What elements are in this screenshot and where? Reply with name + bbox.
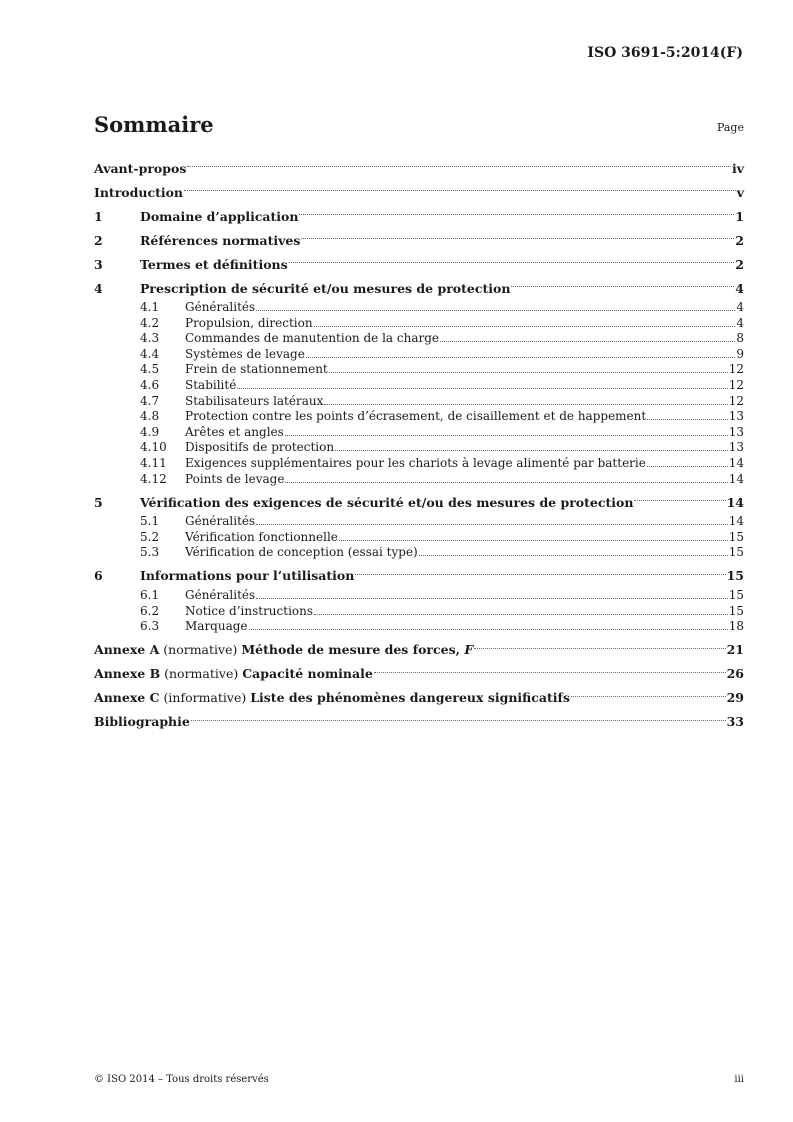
- toc-subentry-number: 4.9: [140, 424, 160, 439]
- toc-entry-page: 4: [735, 280, 744, 296]
- toc-subentry-title: Commandes de manutention de la charge: [185, 331, 439, 346]
- toc-subentry-number: 4.6: [140, 377, 160, 392]
- toc-subentry[interactable]: [94, 316, 744, 332]
- dot-leader: [355, 573, 725, 575]
- toc-entry-title: [94, 161, 186, 176]
- toc-entry[interactable]: [94, 252, 744, 276]
- toc-subentry[interactable]: [94, 588, 744, 604]
- toc-subentry-title: Systèmes de levage: [185, 346, 305, 361]
- toc-entry[interactable]: [94, 564, 744, 588]
- annex-label: Annexe A: [94, 642, 160, 658]
- toc-entry-page: 21: [726, 642, 744, 658]
- dot-leader: [314, 613, 728, 615]
- toc-subentry-page: 15: [728, 529, 744, 544]
- toc-entry[interactable]: [94, 710, 744, 734]
- toc-subentry-title: Stabilité: [185, 377, 237, 392]
- toc-entry-text: Vérification des exigences de sécurité et/ou des mesures de protection: [140, 494, 634, 510]
- toc-entry[interactable]: [94, 204, 744, 228]
- dot-leader: [374, 671, 726, 673]
- dot-leader: [440, 340, 735, 342]
- toc-entry-number: 6: [94, 568, 103, 584]
- toc-subentry-title: Généralités: [185, 300, 256, 314]
- toc-entry-title: [94, 690, 570, 705]
- toc-subentry[interactable]: [94, 300, 744, 316]
- toc-subentry-title: Généralités: [185, 514, 256, 529]
- toc-entry-text: Termes et définitions: [140, 256, 288, 272]
- toc-subentry-number: 5.1: [140, 514, 160, 529]
- toc-subentry[interactable]: [94, 409, 744, 425]
- dot-leader: [289, 261, 735, 263]
- toc-subentry-number: 4.2: [140, 315, 160, 330]
- toc-subentry[interactable]: [94, 440, 744, 456]
- dot-leader: [237, 387, 727, 389]
- toc-subentry[interactable]: [94, 604, 744, 620]
- dot-leader: [256, 309, 735, 311]
- toc-subentry[interactable]: [94, 456, 744, 472]
- toc-entry-page: iv: [731, 160, 744, 176]
- copyright-notice: © ISO 2014 – Tous droits réservés: [94, 1074, 269, 1085]
- dot-leader: [306, 356, 736, 358]
- toc-entry-page: v: [736, 184, 744, 200]
- dot-leader: [249, 628, 728, 630]
- dot-leader: [187, 165, 731, 167]
- dot-leader: [285, 434, 728, 436]
- toc-entry-text: Méthode de mesure des forces,: [241, 642, 465, 658]
- footer-page-number: iii: [734, 1074, 744, 1085]
- dot-leader: [256, 523, 728, 525]
- toc-subentry-number: 4.7: [140, 393, 160, 408]
- toc-entry-number: 4: [94, 280, 103, 296]
- dot-leader: [324, 403, 727, 405]
- toc-entry-number: 3: [94, 256, 103, 272]
- toc-subentry-title: Dispositifs de protection: [185, 440, 335, 455]
- toc-subentry-page: 13: [728, 440, 744, 455]
- toc-subentry-page: 14: [728, 514, 744, 529]
- toc-entry-text: Prescription de sécurité et/ou mesures de protection: [140, 280, 511, 296]
- toc-entry-title: [140, 209, 298, 224]
- dot-leader: [256, 597, 728, 599]
- annex-kind: (informative): [159, 690, 251, 706]
- dot-leader: [285, 481, 727, 483]
- toc-subentry-page: 12: [728, 362, 744, 377]
- toc-subentry-title: Points de levage: [185, 471, 285, 486]
- annex-kind: (normative): [160, 666, 243, 682]
- toc-subentry-number: 4.4: [140, 346, 160, 361]
- page-title: Sommaire: [94, 112, 214, 137]
- toc-subentry-page: 15: [728, 545, 744, 560]
- toc-subentry-page: 4: [736, 300, 744, 314]
- dot-leader: [474, 647, 725, 649]
- toc-entry[interactable]: [94, 156, 744, 180]
- annex-kind: (normative): [159, 642, 242, 658]
- toc-subentry[interactable]: [94, 514, 744, 530]
- toc-subentry-number: 6.2: [140, 603, 160, 618]
- dot-leader: [571, 695, 726, 697]
- toc-entry-title: [140, 568, 354, 583]
- toc-subentry-title: Exigences supplémentaires pour les chariots à levage alimenté par batterie: [185, 455, 646, 470]
- toc-subentry-title: Stabilisateurs latéraux: [185, 393, 324, 408]
- dot-leader: [339, 539, 728, 541]
- toc-subentry[interactable]: [94, 545, 744, 561]
- toc-subentry-title: Notice d’instructions: [185, 603, 314, 618]
- toc-subentry-number: 4.8: [140, 409, 160, 424]
- toc-subentry-number: 5.3: [140, 545, 160, 560]
- dot-leader: [647, 418, 728, 420]
- toc-entry-text: Liste des phénomènes dangereux significatifs: [250, 690, 570, 706]
- toc-entry-title: [140, 233, 300, 248]
- toc-entry-page: 33: [726, 714, 744, 730]
- toc-subentry[interactable]: [94, 530, 744, 546]
- toc-entry[interactable]: [94, 490, 744, 514]
- toc-subentry[interactable]: [94, 331, 744, 347]
- toc-entry-page: 2: [735, 256, 744, 272]
- dot-leader: [647, 465, 728, 467]
- toc-subentry-title: Protection contre les points d’écrasement, de cisaillement et de happement: [185, 409, 647, 424]
- toc-subentry-page: 12: [728, 393, 744, 408]
- toc-entry[interactable]: [94, 686, 744, 710]
- toc-subentry[interactable]: [94, 347, 744, 363]
- toc-subentry-page: 8: [736, 331, 744, 346]
- toc-entry-page: 1: [735, 208, 744, 224]
- toc-entry-symbol: F: [464, 642, 474, 658]
- document-id: ISO 3691-5:2014(F): [587, 45, 743, 61]
- toc-entry-text: Bibliographie: [94, 714, 190, 730]
- page-column-label: Page: [716, 121, 744, 134]
- toc-subentry-page: 12: [728, 377, 744, 392]
- toc-entry-title: [94, 185, 183, 200]
- toc-subentry-number: 4.12: [140, 471, 167, 486]
- toc-subentry-number: 4.3: [140, 331, 160, 346]
- toc-subentry-title: Frein de stationnement: [185, 362, 328, 377]
- toc-entry-number: 5: [94, 494, 103, 510]
- table-of-contents: [94, 156, 744, 734]
- toc-subentry-page: 18: [728, 619, 744, 634]
- toc-entry-page: 2: [735, 232, 744, 248]
- toc-subentry-number: 4.11: [140, 455, 167, 470]
- toc-subentry[interactable]: [94, 472, 744, 488]
- dot-leader: [314, 325, 736, 327]
- toc-subentry-number: 4.10: [140, 440, 167, 455]
- toc-subentry[interactable]: [94, 378, 744, 394]
- toc-subentry-title: Vérification de conception (essai type): [185, 545, 418, 560]
- toc-subentry-page: 13: [728, 424, 744, 439]
- dot-leader: [511, 285, 734, 287]
- toc-entry[interactable]: [94, 276, 744, 300]
- dot-leader: [634, 499, 725, 501]
- toc-subentry-page: 15: [728, 603, 744, 618]
- toc-subentry-page: 4: [736, 315, 744, 330]
- toc-entry-text: Introduction: [94, 184, 184, 200]
- toc-entry-text: Capacité nominale: [242, 666, 373, 682]
- annex-label: Annexe B: [94, 666, 161, 682]
- title-row: [94, 112, 744, 142]
- toc-subentry[interactable]: [94, 394, 744, 410]
- toc-subentry-title: Arêtes et angles: [185, 424, 284, 439]
- toc-subentry-number: 5.2: [140, 529, 160, 544]
- toc-subentry-page: 14: [728, 455, 744, 470]
- toc-subentry-title: Vérification fonctionnelle: [185, 529, 338, 544]
- dot-leader: [329, 371, 728, 373]
- toc-subentry-title: Propulsion, direction: [185, 315, 313, 330]
- toc-entry-text: Avant-propos: [94, 160, 187, 176]
- toc-entry-number: 2: [94, 232, 103, 248]
- toc-subentry-title: Marquage: [185, 619, 248, 634]
- toc-subentry-page: 9: [736, 346, 744, 361]
- toc-entry-number: 1: [94, 208, 103, 224]
- toc-entry-text: Références normatives: [140, 232, 301, 248]
- toc-entry-title: [140, 281, 510, 296]
- dot-leader: [184, 189, 736, 191]
- toc-entry-text: Domaine d’application: [140, 208, 299, 224]
- toc-subentry[interactable]: [94, 619, 744, 635]
- toc-entry[interactable]: [94, 638, 744, 662]
- dot-leader: [191, 719, 726, 721]
- toc-subentry[interactable]: [94, 362, 744, 378]
- dot-leader: [335, 449, 728, 451]
- toc-subentry-title: Généralités: [185, 587, 256, 602]
- toc-subentry-number: 6.1: [140, 587, 160, 602]
- toc-subentry-page: 14: [728, 471, 744, 486]
- toc-entry-title: [94, 714, 190, 729]
- dot-leader: [301, 237, 734, 239]
- dot-leader: [419, 554, 728, 556]
- toc-entry[interactable]: [94, 228, 744, 252]
- toc-subentry-page: 15: [728, 587, 744, 602]
- toc-entry-page: 15: [726, 568, 744, 584]
- toc-entry[interactable]: [94, 180, 744, 204]
- toc-subentry-number: 4.5: [140, 362, 160, 377]
- toc-entry-title: [94, 666, 373, 681]
- toc-entry-title: [140, 257, 288, 272]
- toc-entry-title: [94, 642, 473, 657]
- toc-entry[interactable]: [94, 662, 744, 686]
- toc-entry-page: 26: [726, 666, 744, 682]
- toc-entry-title: [140, 495, 633, 510]
- annex-label: Annexe C: [94, 690, 160, 706]
- dot-leader: [299, 213, 734, 215]
- toc-subentry-number: 4.1: [140, 300, 160, 314]
- toc-entry-text: Informations pour l’utilisation: [140, 568, 355, 584]
- toc-subentry[interactable]: [94, 425, 744, 441]
- toc-entry-page: 14: [726, 494, 744, 510]
- toc-subentry-page: 13: [728, 409, 744, 424]
- toc-subentry-number: 6.3: [140, 619, 160, 634]
- toc-entry-page: 29: [726, 690, 744, 706]
